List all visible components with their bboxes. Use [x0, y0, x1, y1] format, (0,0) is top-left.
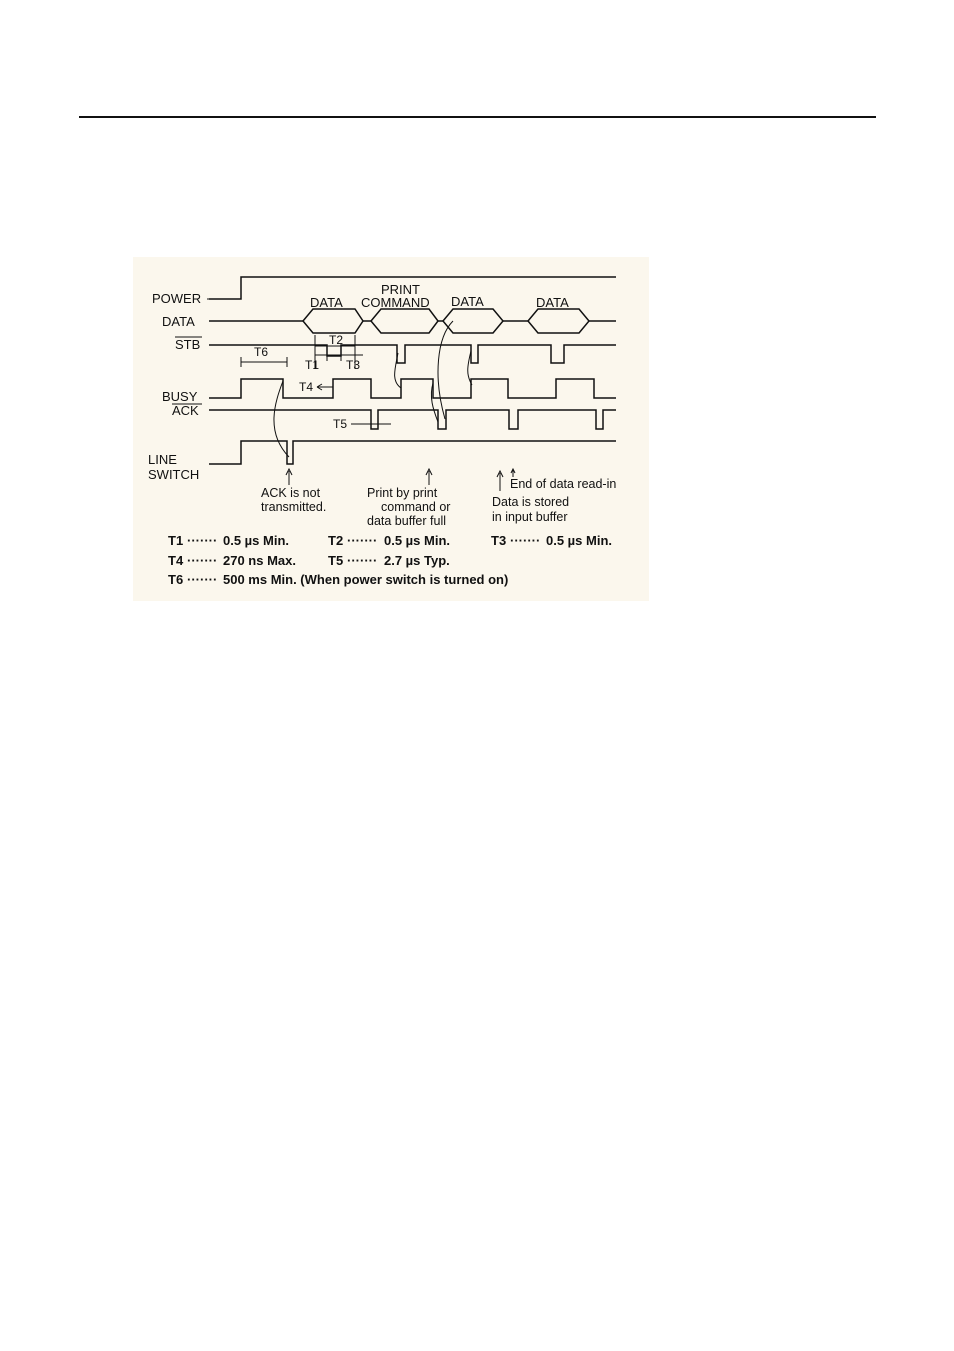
- arrow-print: [426, 469, 432, 485]
- legend-value-t2: 0.5 µs Min.: [384, 533, 451, 548]
- wave-line-switch: [209, 441, 616, 464]
- label-stb: STB: [175, 337, 201, 352]
- wave-data-seg4: [528, 309, 589, 333]
- seg-label-data2: DATA: [451, 294, 484, 309]
- note-print-2: command or: [381, 500, 451, 514]
- page-header-rule: [79, 116, 876, 118]
- note-print-1: Print by print: [367, 486, 438, 500]
- wave-data-seg2: [371, 309, 438, 333]
- legend-value-t5: 2.7 µs Typ.: [384, 553, 450, 568]
- label-ack: ACK: [172, 403, 199, 418]
- timing-label-t2: T2: [329, 333, 344, 347]
- legend-dots-t3: ·······: [510, 533, 541, 548]
- note-end-read: End of data read-in: [510, 477, 617, 491]
- legend-dots-t2: ·······: [347, 533, 378, 548]
- legend-value-t3: 0.5 µs Min.: [546, 533, 613, 548]
- wave-busy: [209, 379, 616, 398]
- timing-diagram: [133, 257, 649, 601]
- legend-key-t2: T2: [328, 533, 344, 548]
- arrow-stored: [497, 471, 503, 491]
- wave-ack: [209, 410, 616, 429]
- timing-label-t3: T3: [346, 358, 361, 372]
- seg-label-data3: DATA: [536, 295, 569, 310]
- seg-label-data1: DATA: [310, 295, 343, 310]
- timing-label-t5: T5: [333, 417, 348, 431]
- legend-value-t4: 270 ns Max.: [223, 553, 296, 568]
- note-stored-2: in input buffer: [492, 510, 568, 524]
- label-line: LINE: [148, 452, 177, 467]
- timing-label-t6: T6: [254, 345, 269, 359]
- legend-key-t4: T4: [168, 553, 184, 568]
- legend-key-t6: T6: [168, 572, 184, 587]
- label-power: POWER: [152, 291, 202, 306]
- arrow-ack-not: [286, 469, 292, 485]
- note-ack-not-2: transmitted.: [261, 500, 327, 514]
- legend-value-t6: 500 ms Min. (When power switch is turned on): [223, 572, 509, 587]
- arrow-end-read: [511, 469, 515, 477]
- label-switch: SWITCH: [148, 467, 200, 482]
- seg-label-print: PRINT: [381, 282, 420, 297]
- wave-data-seg1: [303, 309, 363, 333]
- seg-label-command: COMMAND: [361, 295, 430, 310]
- timing-label-t1: T1: [305, 358, 320, 372]
- wave-data-seg3: [443, 309, 503, 333]
- wave-stb: [209, 345, 616, 363]
- note-stored-1: Data is stored: [492, 495, 570, 509]
- label-busy: BUSY: [162, 389, 198, 404]
- legend-value-t1: 0.5 µs Min.: [223, 533, 290, 548]
- note-ack-not-1: ACK is not: [261, 486, 321, 500]
- legend-key-t5: T5: [328, 553, 344, 568]
- legend-dots-t5: ·······: [347, 553, 378, 568]
- legend-dots-t4: ·······: [187, 553, 218, 568]
- curve-data-ack: [438, 321, 453, 419]
- curve-stb-busy-1: [395, 353, 401, 388]
- legend-key-t3: T3: [491, 533, 507, 548]
- legend-dots-t1: ·······: [187, 533, 218, 548]
- legend-dots-t6: ·······: [187, 572, 218, 587]
- note-print-3: data buffer full: [367, 514, 446, 528]
- timing-diagram-figure: [133, 257, 649, 601]
- timing-label-t4: T4: [299, 380, 314, 394]
- legend-key-t1: T1: [168, 533, 184, 548]
- label-data: DATA: [162, 314, 195, 329]
